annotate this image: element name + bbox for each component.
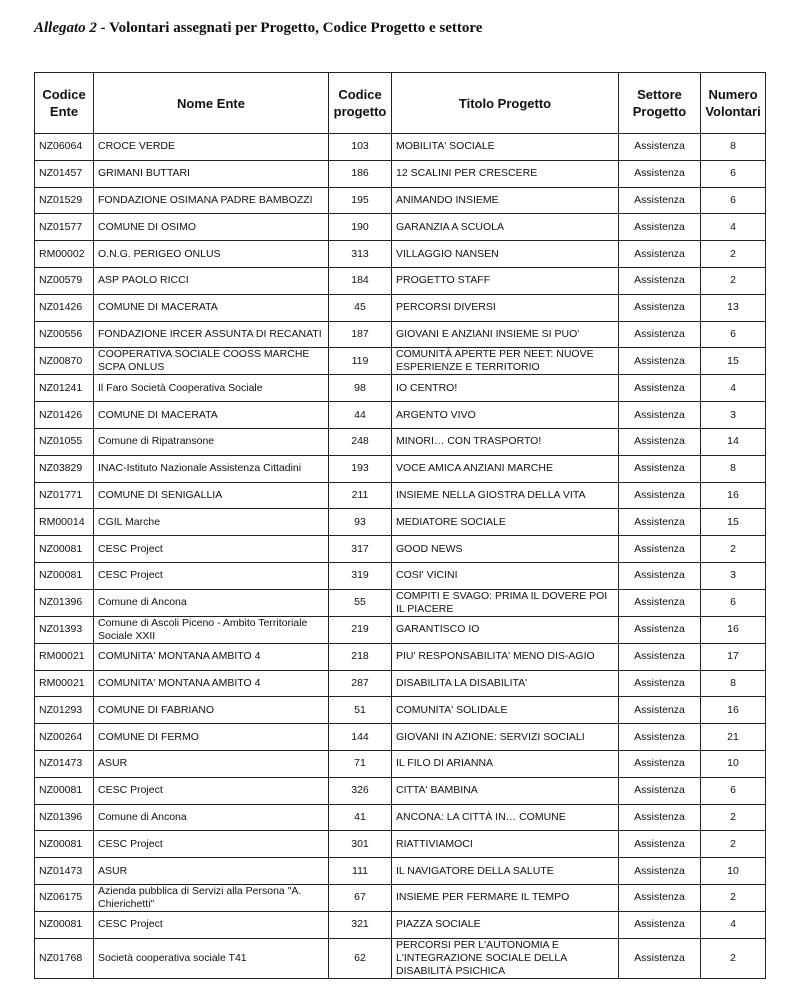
- cell-settore-progetto: Assistenza: [619, 589, 701, 616]
- cell-codice-ente: NZ01473: [35, 858, 94, 885]
- cell-codice-progetto: 317: [329, 536, 392, 563]
- cell-codice-progetto: 321: [329, 911, 392, 938]
- cell-codice-progetto: 55: [329, 589, 392, 616]
- cell-codice-progetto: 71: [329, 750, 392, 777]
- cell-codice-ente: NZ06175: [35, 884, 94, 911]
- cell-codice-progetto: 319: [329, 562, 392, 589]
- cell-settore-progetto: Assistenza: [619, 455, 701, 482]
- table-row: [35, 214, 766, 241]
- cell-titolo-progetto: COMPITI E SVAGO: PRIMA IL DOVERE POI IL PIACERE: [392, 589, 619, 616]
- cell-titolo-progetto: INSIEME PER FERMARE IL TEMPO: [392, 884, 619, 911]
- cell-settore-progetto: Assistenza: [619, 214, 701, 241]
- table-row: [35, 160, 766, 187]
- cell-settore-progetto: Assistenza: [619, 375, 701, 402]
- cell-titolo-progetto: CITTA' BAMBINA: [392, 777, 619, 804]
- header-settore-progetto: Settore Progetto: [619, 73, 701, 134]
- cell-numero-volontari: 15: [701, 509, 766, 536]
- cell-codice-progetto: 184: [329, 267, 392, 294]
- table-row: [35, 187, 766, 214]
- page-title: [34, 20, 482, 37]
- cell-titolo-progetto: IO CENTRO!: [392, 375, 619, 402]
- cell-nome-ente: CESC Project: [94, 831, 329, 858]
- cell-nome-ente: INAC-Istituto Nazionale Assistenza Cittadini: [94, 455, 329, 482]
- cell-settore-progetto: Assistenza: [619, 804, 701, 831]
- cell-numero-volontari: 16: [701, 616, 766, 643]
- table-row: [35, 616, 766, 643]
- cell-settore-progetto: Assistenza: [619, 187, 701, 214]
- cell-nome-ente: COMUNE DI MACERATA: [94, 294, 329, 321]
- cell-settore-progetto: Assistenza: [619, 428, 701, 455]
- cell-numero-volontari: 17: [701, 643, 766, 670]
- cell-codice-ente: NZ00081: [35, 911, 94, 938]
- cell-numero-volontari: 4: [701, 214, 766, 241]
- cell-settore-progetto: Assistenza: [619, 724, 701, 751]
- cell-titolo-progetto: GARANTISCO IO: [392, 616, 619, 643]
- cell-titolo-progetto: COMUNITA' SOLIDALE: [392, 697, 619, 724]
- cell-codice-progetto: 313: [329, 241, 392, 268]
- cell-codice-progetto: 326: [329, 777, 392, 804]
- cell-codice-progetto: 195: [329, 187, 392, 214]
- header-titolo-progetto: Titolo Progetto: [392, 73, 619, 134]
- cell-nome-ente: COMUNE DI SENIGALLIA: [94, 482, 329, 509]
- cell-codice-progetto: 119: [329, 348, 392, 375]
- table-row: [35, 750, 766, 777]
- cell-numero-volontari: 21: [701, 724, 766, 751]
- cell-codice-ente: NZ01426: [35, 294, 94, 321]
- header-numero-volontari: Numero Volontari: [701, 73, 766, 134]
- cell-numero-volontari: 2: [701, 267, 766, 294]
- table-row: [35, 348, 766, 375]
- cell-settore-progetto: Assistenza: [619, 348, 701, 375]
- cell-titolo-progetto: PERCORSI PER L'AUTONOMIA E L'INTEGRAZIONE SOCIALE DELLA DISABILITÀ PSICHICA: [392, 938, 619, 978]
- cell-nome-ente: COMUNITA' MONTANA AMBITO 4: [94, 643, 329, 670]
- cell-codice-ente: NZ03829: [35, 455, 94, 482]
- cell-codice-progetto: 301: [329, 831, 392, 858]
- cell-nome-ente: ASUR: [94, 858, 329, 885]
- cell-codice-progetto: 187: [329, 321, 392, 348]
- table-row: [35, 428, 766, 455]
- cell-nome-ente: COOPERATIVA SOCIALE COOSS MARCHE SCPA ONLUS: [94, 348, 329, 375]
- cell-settore-progetto: Assistenza: [619, 241, 701, 268]
- cell-codice-ente: NZ01426: [35, 402, 94, 429]
- cell-settore-progetto: Assistenza: [619, 482, 701, 509]
- cell-titolo-progetto: IL NAVIGATORE DELLA SALUTE: [392, 858, 619, 885]
- cell-titolo-progetto: MOBILITA' SOCIALE: [392, 134, 619, 161]
- table-row: [35, 804, 766, 831]
- table-row: [35, 267, 766, 294]
- cell-numero-volontari: 16: [701, 697, 766, 724]
- header-codice-progetto: Codice progetto: [329, 73, 392, 134]
- cell-nome-ente: Comune di Ancona: [94, 589, 329, 616]
- cell-nome-ente: ASP PAOLO RICCI: [94, 267, 329, 294]
- cell-numero-volontari: 3: [701, 562, 766, 589]
- cell-settore-progetto: Assistenza: [619, 509, 701, 536]
- table-row: [35, 884, 766, 911]
- cell-numero-volontari: 6: [701, 160, 766, 187]
- cell-titolo-progetto: GIOVANI IN AZIONE: SERVIZI SOCIALI: [392, 724, 619, 751]
- cell-codice-progetto: 103: [329, 134, 392, 161]
- table-row: [35, 697, 766, 724]
- cell-codice-ente: NZ00081: [35, 536, 94, 563]
- cell-numero-volontari: 8: [701, 670, 766, 697]
- cell-codice-progetto: 51: [329, 697, 392, 724]
- cell-codice-ente: NZ00081: [35, 831, 94, 858]
- cell-codice-ente: NZ00579: [35, 267, 94, 294]
- cell-codice-progetto: 44: [329, 402, 392, 429]
- cell-settore-progetto: Assistenza: [619, 134, 701, 161]
- cell-numero-volontari: 15: [701, 348, 766, 375]
- cell-nome-ente: CESC Project: [94, 911, 329, 938]
- cell-settore-progetto: Assistenza: [619, 536, 701, 563]
- cell-codice-ente: NZ01457: [35, 160, 94, 187]
- cell-titolo-progetto: PERCORSI DIVERSI: [392, 294, 619, 321]
- cell-titolo-progetto: PROGETTO STAFF: [392, 267, 619, 294]
- cell-settore-progetto: Assistenza: [619, 777, 701, 804]
- cell-codice-ente: NZ01577: [35, 214, 94, 241]
- cell-codice-ente: NZ01396: [35, 589, 94, 616]
- title-prefix: Allegato 2 -: [34, 20, 106, 36]
- table-row: [35, 509, 766, 536]
- table-row: [35, 482, 766, 509]
- cell-nome-ente: CESC Project: [94, 777, 329, 804]
- table-row: [35, 643, 766, 670]
- cell-nome-ente: O.N.G. PERIGEO ONLUS: [94, 241, 329, 268]
- table-row: [35, 321, 766, 348]
- cell-settore-progetto: Assistenza: [619, 831, 701, 858]
- cell-numero-volontari: 2: [701, 938, 766, 978]
- cell-titolo-progetto: IL FILO DI ARIANNA: [392, 750, 619, 777]
- cell-codice-progetto: 41: [329, 804, 392, 831]
- cell-codice-ente: NZ06064: [35, 134, 94, 161]
- cell-numero-volontari: 8: [701, 134, 766, 161]
- cell-titolo-progetto: RIATTIVIAMOCI: [392, 831, 619, 858]
- cell-codice-progetto: 193: [329, 455, 392, 482]
- cell-settore-progetto: Assistenza: [619, 858, 701, 885]
- cell-titolo-progetto: ANIMANDO INSIEME: [392, 187, 619, 214]
- cell-nome-ente: Azienda pubblica di Servizi alla Persona "A. Chierichetti": [94, 884, 329, 911]
- cell-numero-volontari: 10: [701, 750, 766, 777]
- cell-settore-progetto: Assistenza: [619, 294, 701, 321]
- cell-nome-ente: COMUNE DI OSIMO: [94, 214, 329, 241]
- cell-titolo-progetto: COMUNITÀ APERTE PER NEET: NUOVE ESPERIENZE E TERRITORIO: [392, 348, 619, 375]
- cell-codice-ente: NZ01768: [35, 938, 94, 978]
- table-row: [35, 134, 766, 161]
- table-row: [35, 724, 766, 751]
- table-row: [35, 241, 766, 268]
- cell-settore-progetto: Assistenza: [619, 911, 701, 938]
- cell-nome-ente: FONDAZIONE OSIMANA PADRE BAMBOZZI: [94, 187, 329, 214]
- cell-codice-ente: NZ01396: [35, 804, 94, 831]
- table-row: [35, 911, 766, 938]
- cell-numero-volontari: 3: [701, 402, 766, 429]
- cell-titolo-progetto: VOCE AMICA ANZIANI MARCHE: [392, 455, 619, 482]
- cell-numero-volontari: 2: [701, 241, 766, 268]
- cell-numero-volontari: 4: [701, 375, 766, 402]
- table-row: [35, 294, 766, 321]
- cell-titolo-progetto: ANCONA: LA CITTÀ IN… COMUNE: [392, 804, 619, 831]
- cell-numero-volontari: 2: [701, 536, 766, 563]
- cell-codice-ente: NZ01055: [35, 428, 94, 455]
- cell-settore-progetto: Assistenza: [619, 321, 701, 348]
- cell-settore-progetto: Assistenza: [619, 160, 701, 187]
- cell-codice-progetto: 248: [329, 428, 392, 455]
- cell-numero-volontari: 4: [701, 911, 766, 938]
- cell-codice-progetto: 190: [329, 214, 392, 241]
- cell-numero-volontari: 10: [701, 858, 766, 885]
- cell-codice-ente: RM00014: [35, 509, 94, 536]
- cell-codice-progetto: 93: [329, 509, 392, 536]
- cell-codice-progetto: 186: [329, 160, 392, 187]
- cell-nome-ente: CESC Project: [94, 562, 329, 589]
- cell-settore-progetto: Assistenza: [619, 402, 701, 429]
- cell-codice-ente: NZ00081: [35, 777, 94, 804]
- cell-nome-ente: COMUNE DI FERMO: [94, 724, 329, 751]
- table-body: [35, 134, 766, 979]
- cell-titolo-progetto: VILLAGGIO NANSEN: [392, 241, 619, 268]
- cell-nome-ente: Società cooperativa sociale T41: [94, 938, 329, 978]
- cell-nome-ente: CROCE VERDE: [94, 134, 329, 161]
- cell-titolo-progetto: INSIEME NELLA GIOSTRA DELLA VITA: [392, 482, 619, 509]
- cell-codice-ente: NZ01293: [35, 697, 94, 724]
- cell-settore-progetto: Assistenza: [619, 643, 701, 670]
- cell-codice-progetto: 45: [329, 294, 392, 321]
- cell-titolo-progetto: MINORI… CON TRASPORTO!: [392, 428, 619, 455]
- table-header-row: [35, 73, 766, 134]
- cell-numero-volontari: 2: [701, 804, 766, 831]
- table-row: [35, 938, 766, 978]
- cell-codice-progetto: 144: [329, 724, 392, 751]
- cell-titolo-progetto: ARGENTO VIVO: [392, 402, 619, 429]
- table-row: [35, 375, 766, 402]
- cell-codice-progetto: 218: [329, 643, 392, 670]
- table-row: [35, 670, 766, 697]
- cell-titolo-progetto: GOOD NEWS: [392, 536, 619, 563]
- cell-numero-volontari: 14: [701, 428, 766, 455]
- cell-codice-progetto: 67: [329, 884, 392, 911]
- cell-codice-progetto: 219: [329, 616, 392, 643]
- table-row: [35, 562, 766, 589]
- cell-titolo-progetto: MEDIATORE SOCIALE: [392, 509, 619, 536]
- table-row: [35, 777, 766, 804]
- header-codice-ente: Codice Ente: [35, 73, 94, 134]
- cell-codice-ente: NZ00556: [35, 321, 94, 348]
- cell-titolo-progetto: COSI' VICINI: [392, 562, 619, 589]
- cell-nome-ente: CESC Project: [94, 536, 329, 563]
- cell-settore-progetto: Assistenza: [619, 616, 701, 643]
- cell-nome-ente: COMUNITA' MONTANA AMBITO 4: [94, 670, 329, 697]
- cell-titolo-progetto: GIOVANI E ANZIANI INSIEME SI PUO': [392, 321, 619, 348]
- cell-numero-volontari: 2: [701, 884, 766, 911]
- cell-nome-ente: Comune di Ascoli Piceno - Ambito Territoriale Sociale XXII: [94, 616, 329, 643]
- cell-codice-progetto: 111: [329, 858, 392, 885]
- cell-codice-ente: NZ01473: [35, 750, 94, 777]
- cell-codice-ente: RM00002: [35, 241, 94, 268]
- cell-titolo-progetto: PIAZZA SOCIALE: [392, 911, 619, 938]
- cell-nome-ente: GRIMANI BUTTARI: [94, 160, 329, 187]
- table-row: [35, 455, 766, 482]
- table-row: [35, 831, 766, 858]
- cell-titolo-progetto: DISABILITA LA DISABILITA': [392, 670, 619, 697]
- cell-settore-progetto: Assistenza: [619, 938, 701, 978]
- cell-nome-ente: ASUR: [94, 750, 329, 777]
- table-row: [35, 589, 766, 616]
- cell-codice-progetto: 211: [329, 482, 392, 509]
- cell-nome-ente: FONDAZIONE IRCER ASSUNTA DI RECANATI: [94, 321, 329, 348]
- cell-nome-ente: COMUNE DI FABRIANO: [94, 697, 329, 724]
- cell-numero-volontari: 13: [701, 294, 766, 321]
- header-nome-ente: Nome Ente: [94, 73, 329, 134]
- cell-numero-volontari: 6: [701, 187, 766, 214]
- cell-codice-ente: NZ01241: [35, 375, 94, 402]
- cell-titolo-progetto: GARANZIA A SCUOLA: [392, 214, 619, 241]
- table-row: [35, 858, 766, 885]
- cell-codice-ente: NZ01393: [35, 616, 94, 643]
- cell-titolo-progetto: PIU' RESPONSABILITA' MENO DIS-AGIO: [392, 643, 619, 670]
- cell-settore-progetto: Assistenza: [619, 697, 701, 724]
- cell-numero-volontari: 2: [701, 831, 766, 858]
- cell-numero-volontari: 6: [701, 321, 766, 348]
- cell-settore-progetto: Assistenza: [619, 670, 701, 697]
- cell-nome-ente: Il Faro Società Cooperativa Sociale: [94, 375, 329, 402]
- cell-settore-progetto: Assistenza: [619, 562, 701, 589]
- cell-codice-progetto: 98: [329, 375, 392, 402]
- cell-settore-progetto: Assistenza: [619, 750, 701, 777]
- cell-nome-ente: COMUNE DI MACERATA: [94, 402, 329, 429]
- cell-numero-volontari: 16: [701, 482, 766, 509]
- cell-codice-ente: RM00021: [35, 643, 94, 670]
- cell-codice-ente: RM00021: [35, 670, 94, 697]
- cell-numero-volontari: 8: [701, 455, 766, 482]
- table-row: [35, 402, 766, 429]
- volunteers-table: [34, 72, 766, 979]
- cell-codice-progetto: 287: [329, 670, 392, 697]
- cell-nome-ente: Comune di Ripatransone: [94, 428, 329, 455]
- cell-codice-ente: NZ00081: [35, 562, 94, 589]
- cell-settore-progetto: Assistenza: [619, 884, 701, 911]
- cell-titolo-progetto: 12 SCALINI PER CRESCERE: [392, 160, 619, 187]
- cell-settore-progetto: Assistenza: [619, 267, 701, 294]
- cell-codice-ente: NZ01771: [35, 482, 94, 509]
- cell-codice-progetto: 62: [329, 938, 392, 978]
- cell-nome-ente: CGIL Marche: [94, 509, 329, 536]
- cell-codice-ente: NZ00264: [35, 724, 94, 751]
- title-text: Volontari assegnati per Progetto, Codice Progetto e settore: [109, 20, 483, 36]
- cell-codice-ente: NZ01529: [35, 187, 94, 214]
- cell-codice-ente: NZ00870: [35, 348, 94, 375]
- cell-nome-ente: Comune di Ancona: [94, 804, 329, 831]
- table-row: [35, 536, 766, 563]
- cell-numero-volontari: 6: [701, 777, 766, 804]
- cell-numero-volontari: 6: [701, 589, 766, 616]
